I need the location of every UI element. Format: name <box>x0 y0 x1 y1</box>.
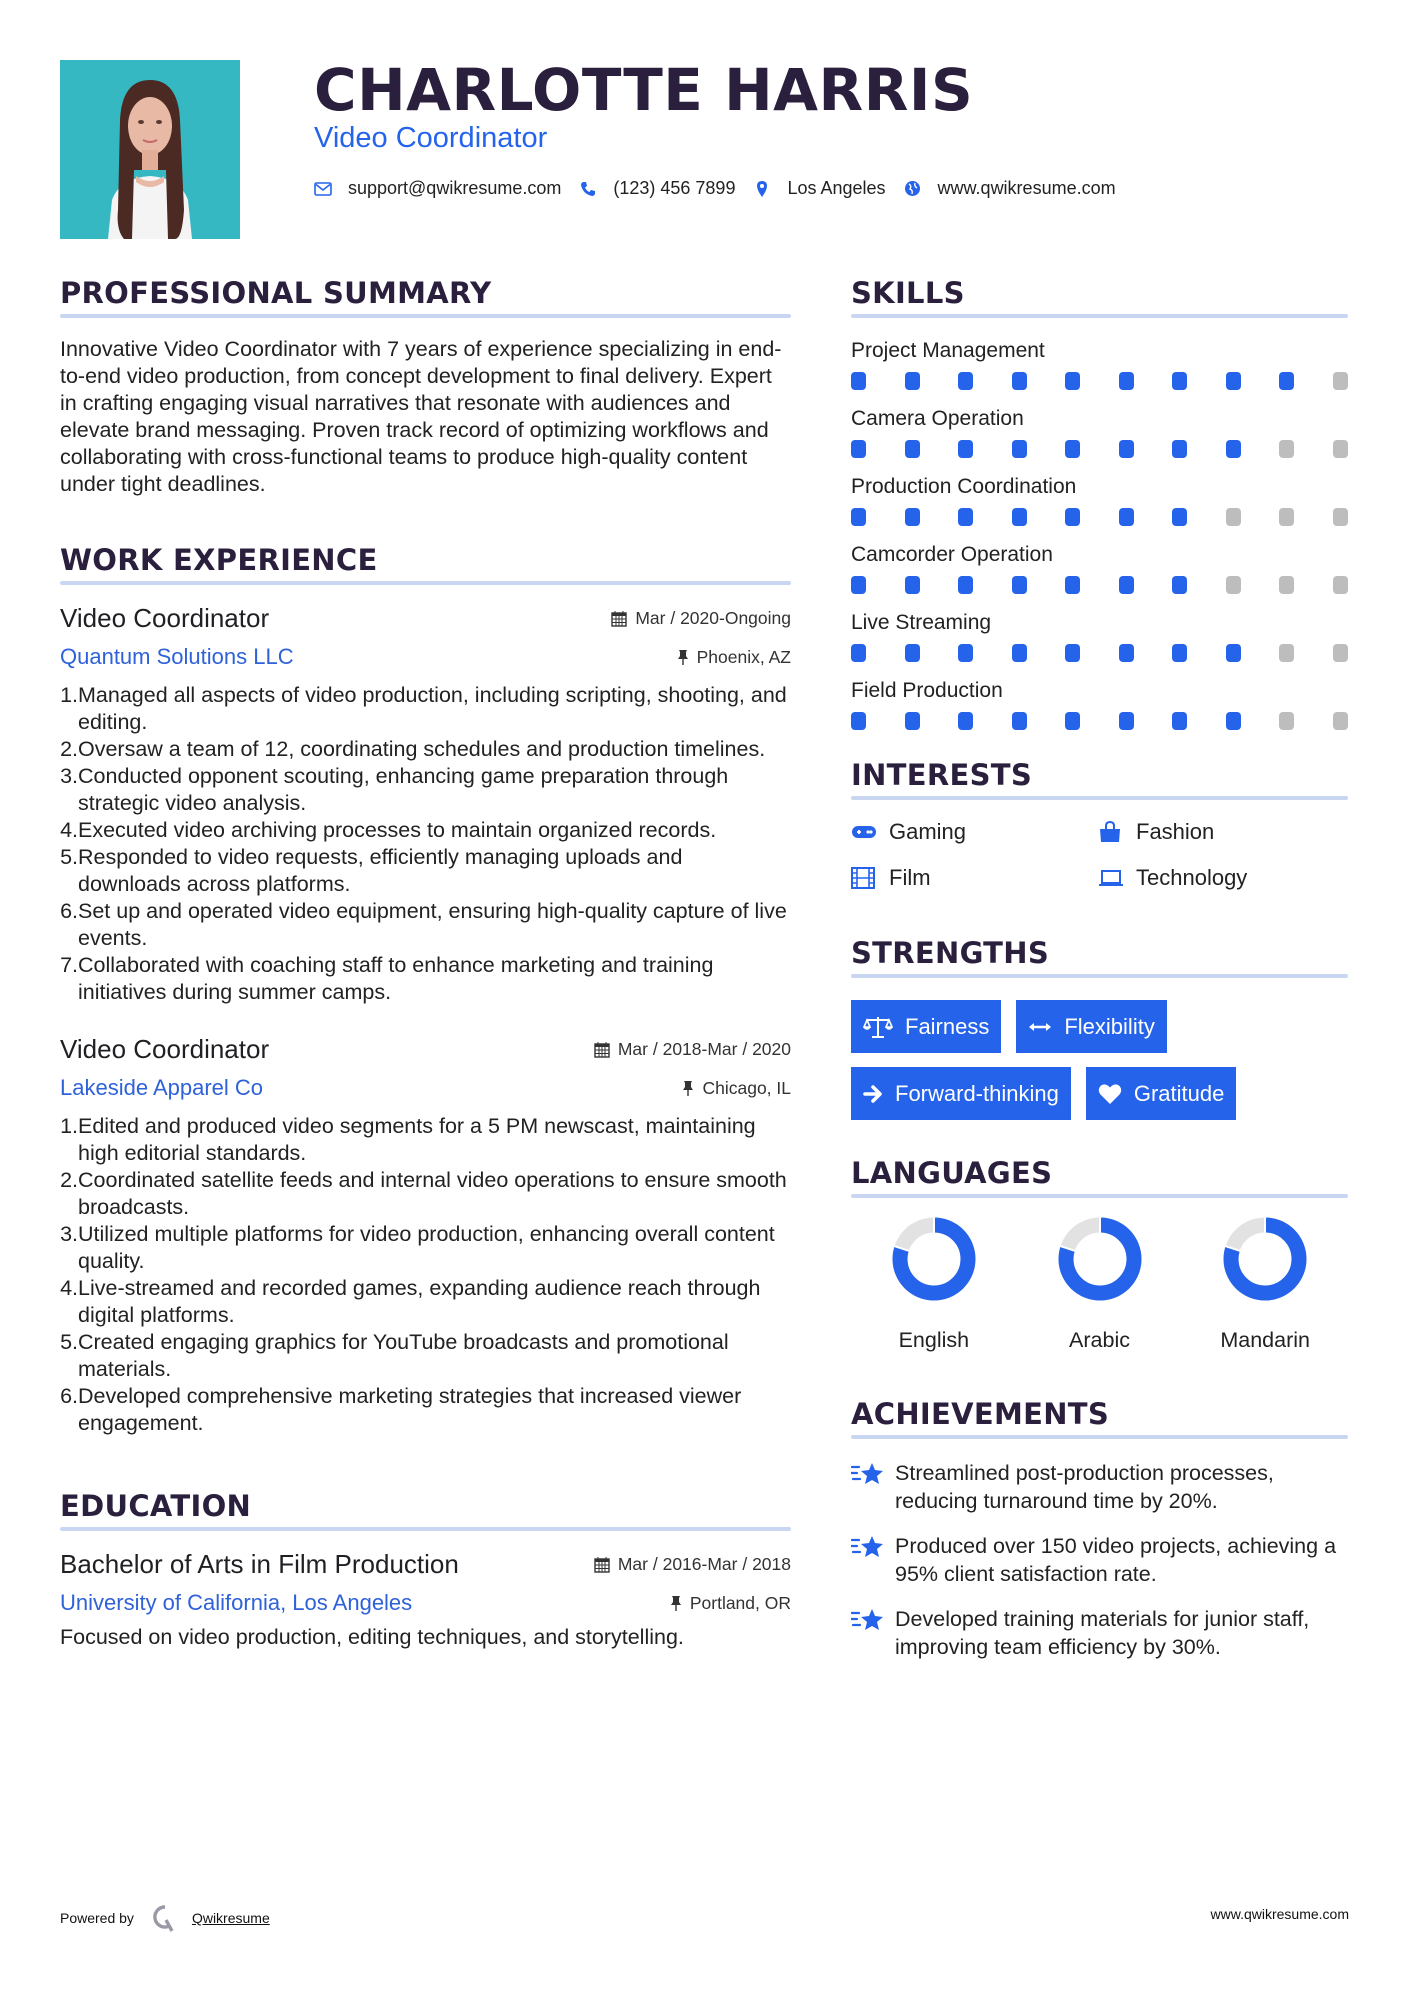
rating-dot-filled <box>1119 440 1134 458</box>
list-item: 4. Live-streamed and recorded games, expanding audience reach through digital platforms. <box>60 1276 761 1327</box>
interest-gaming: Gaming <box>851 818 1098 846</box>
skill-rating <box>851 440 1348 458</box>
experience-section <box>60 537 791 1437</box>
shopping-bag-icon <box>1098 821 1126 843</box>
contact-location-text: Los Angeles <box>787 178 886 198</box>
section-divider <box>851 1194 1348 1198</box>
envelope-icon <box>314 180 332 198</box>
rating-dot-filled <box>905 508 920 526</box>
language-item <box>1017 1216 1183 1353</box>
language-donut-chart <box>1222 1216 1308 1302</box>
section-heading: PROFESSIONAL SUMMARY <box>60 276 492 310</box>
skill-item <box>851 608 1348 662</box>
language-donut-chart <box>891 1216 977 1302</box>
list-item: 6. Developed comprehensive marketing strategies that increased viewer engagement. <box>60 1384 742 1435</box>
company-name: Lakeside Apparel Co <box>60 1075 264 1100</box>
rating-dot-filled <box>1279 372 1294 390</box>
job-date: Mar / 2020-Ongoing <box>611 608 791 629</box>
education-section <box>60 1483 791 1651</box>
rating-dot-empty <box>1279 712 1294 730</box>
section-divider <box>851 974 1348 978</box>
arrows-horizontal-icon <box>1028 1021 1052 1033</box>
footer-url[interactable]: www.qwikresume.com <box>1210 1906 1349 1922</box>
list-item: 2. Coordinated satellite feeds and internal video operations to ensure smooth broadcasts. <box>60 1168 787 1219</box>
rating-dot-filled <box>851 440 866 458</box>
pushpin-icon <box>670 1595 682 1612</box>
right-column <box>851 270 1348 1678</box>
rating-dot-empty <box>1279 440 1294 458</box>
job-bullets <box>60 682 791 1006</box>
language-donut-chart <box>1057 1216 1143 1302</box>
rating-dot-empty <box>1279 508 1294 526</box>
section-divider <box>851 314 1348 318</box>
candidate-title: Video Coordinator <box>314 122 548 154</box>
job-title: Video Coordinator <box>60 603 270 633</box>
achievement-item: Developed training materials for junior staff, improving team efficiency by 30%. <box>851 1605 1348 1661</box>
rating-dot-filled <box>1226 440 1241 458</box>
rating-dot-filled <box>1012 508 1027 526</box>
list-item: 2. Oversaw a team of 12, coordinating schedules and production timelines. <box>60 737 766 761</box>
education-date: Mar / 2016-Mar / 2018 <box>594 1554 791 1575</box>
rating-dot-filled <box>1119 712 1134 730</box>
section-heading: INTERESTS <box>851 758 1033 792</box>
rating-dot-filled <box>1226 712 1241 730</box>
contact-location <box>753 178 885 199</box>
rating-dot-filled <box>851 644 866 662</box>
rating-dot-empty <box>1333 508 1348 526</box>
contact-bar <box>314 178 1134 199</box>
rating-dot-filled <box>1065 712 1080 730</box>
rating-dot-filled <box>851 508 866 526</box>
pushpin-icon <box>682 1080 694 1097</box>
school-name: University of California, Los Angeles <box>60 1590 413 1615</box>
company-name: Quantum Solutions LLC <box>60 644 294 669</box>
education-location: Portland, OR <box>670 1593 791 1614</box>
language-item <box>1182 1216 1348 1353</box>
rating-dot-filled <box>1226 372 1241 390</box>
list-item: 1. Managed all aspects of video production, including scripting, shooting, and editing. <box>60 683 787 734</box>
rating-dot-empty <box>1279 644 1294 662</box>
section-heading: ACHIEVEMENTS <box>851 1397 1110 1431</box>
strength-chip-flexibility: Flexibility <box>1016 1000 1166 1053</box>
phone-icon <box>579 180 597 198</box>
skill-rating <box>851 508 1348 526</box>
skill-item <box>851 472 1348 526</box>
rating-dot-empty <box>1333 372 1348 390</box>
heart-icon <box>1098 1083 1122 1105</box>
shooting-star-icon <box>851 1459 895 1515</box>
rating-dot-filled <box>1065 372 1080 390</box>
skill-item <box>851 676 1348 730</box>
rating-dot-filled <box>1172 644 1187 662</box>
interests-section <box>851 752 1348 892</box>
summary-section <box>60 270 791 498</box>
gamepad-icon <box>851 824 879 840</box>
skill-name: Camcorder Operation <box>851 543 1053 566</box>
rating-dot-filled <box>851 372 866 390</box>
rating-dot-filled <box>1065 576 1080 594</box>
rating-dot-filled <box>958 576 973 594</box>
section-heading: EDUCATION <box>60 1489 252 1523</box>
strength-chip-forward-thinking: Forward-thinking <box>851 1067 1071 1120</box>
rating-dot-empty <box>1226 576 1241 594</box>
contact-phone-text: (123) 456 7899 <box>613 178 736 198</box>
rating-dot-empty <box>1279 576 1294 594</box>
rating-dot-filled <box>1172 440 1187 458</box>
footer-powered-by: Powered by Qwikresume <box>60 1904 270 1932</box>
rating-dot-filled <box>958 372 973 390</box>
contact-website-text: www.qwikresume.com <box>937 178 1116 198</box>
languages-section <box>851 1150 1348 1353</box>
achievement-item: Streamlined post-production processes, reducing turnaround time by 20%. <box>851 1459 1348 1515</box>
calendar-icon <box>611 610 627 627</box>
left-column <box>60 270 791 1651</box>
skill-item <box>851 404 1348 458</box>
rating-dot-filled <box>851 712 866 730</box>
rating-dot-filled <box>1012 712 1027 730</box>
section-divider <box>60 314 791 318</box>
list-item: 7. Collaborated with coaching staff to enhance marketing and training initiatives during summer camps. <box>60 953 714 1004</box>
balance-scale-icon <box>863 1015 893 1039</box>
skills-section <box>851 270 1348 730</box>
candidate-name: CHARLOTTE HARRIS <box>314 56 974 124</box>
rating-dot-filled <box>1012 372 1027 390</box>
rating-dot-filled <box>905 712 920 730</box>
language-name: Mandarin <box>1220 1328 1310 1352</box>
job-entry <box>60 1034 791 1437</box>
rating-dot-filled <box>1119 576 1134 594</box>
list-item: 1. Edited and produced video segments for a 5 PM newscast, maintaining high editorial standards. <box>60 1114 756 1165</box>
shooting-star-icon <box>851 1605 895 1661</box>
skill-rating <box>851 576 1348 594</box>
education-description: Focused on video production, editing techniques, and storytelling. <box>60 1625 684 1649</box>
rating-dot-filled <box>958 440 973 458</box>
rating-dot-filled <box>1012 440 1027 458</box>
job-date: Mar / 2018-Mar / 2020 <box>594 1039 791 1060</box>
list-item: 6. Set up and operated video equipment, ensuring high-quality capture of live events. <box>60 899 787 950</box>
degree-title: Bachelor of Arts in Film Production <box>60 1549 459 1579</box>
profile-photo <box>60 60 240 239</box>
section-heading: WORK EXPERIENCE <box>60 543 378 577</box>
contact-email[interactable] <box>314 178 561 199</box>
job-title: Video Coordinator <box>60 1034 270 1064</box>
section-heading: STRENGTHS <box>851 936 1050 970</box>
section-divider <box>60 1527 791 1531</box>
skill-name: Production Coordination <box>851 475 1077 498</box>
rating-dot-filled <box>958 712 973 730</box>
qwikresume-logo-icon <box>152 1904 178 1932</box>
rating-dot-filled <box>1226 644 1241 662</box>
laptop-icon <box>1098 869 1126 887</box>
rating-dot-filled <box>1065 644 1080 662</box>
contact-website[interactable] <box>904 178 1116 199</box>
rating-dot-filled <box>905 576 920 594</box>
map-marker-icon <box>753 180 771 198</box>
rating-dot-empty <box>1333 712 1348 730</box>
job-bullets <box>60 1113 791 1437</box>
summary-text: Innovative Video Coordinator with 7 years of experience specializing in end-to-end video production, from concept development to final delivery. Expert in crafting engaging visual narratives that resonate with audiences and elevate brand messaging. Proven track record of optimizing workflows and collaborating with cross-functional teams to produce high-quality content under tight deadlines. <box>60 337 782 496</box>
rating-dot-filled <box>905 440 920 458</box>
calendar-icon <box>594 1041 610 1058</box>
job-location: Phoenix, AZ <box>677 647 791 668</box>
section-divider <box>851 796 1348 800</box>
list-item: 4. Executed video archiving processes to maintain organized records. <box>60 818 717 842</box>
rating-dot-filled <box>1172 712 1187 730</box>
rating-dot-filled <box>1119 372 1134 390</box>
rating-dot-empty <box>1226 508 1241 526</box>
shooting-star-icon <box>851 1532 895 1588</box>
skill-name: Project Management <box>851 339 1045 362</box>
language-name: Arabic <box>1069 1328 1130 1352</box>
rating-dot-empty <box>1333 644 1348 662</box>
skill-item <box>851 336 1348 390</box>
list-item: 5. Responded to video requests, efficiently managing uploads and downloads across platforms. <box>60 845 683 896</box>
language-item <box>851 1216 1017 1353</box>
rating-dot-filled <box>1172 576 1187 594</box>
rating-dot-filled <box>905 372 920 390</box>
strengths-section <box>851 930 1348 1120</box>
list-item: 3. Utilized multiple platforms for video production, enhancing overall content quality. <box>60 1222 775 1273</box>
globe-icon <box>904 180 922 198</box>
skill-item <box>851 540 1348 594</box>
pushpin-icon <box>677 649 689 666</box>
rating-dot-filled <box>851 576 866 594</box>
arrow-right-icon <box>863 1084 883 1104</box>
strength-chip-gratitude: Gratitude <box>1086 1067 1237 1120</box>
job-entry <box>60 603 791 1006</box>
contact-phone[interactable] <box>579 178 735 199</box>
rating-dot-empty <box>1333 440 1348 458</box>
list-item: 5. Created engaging graphics for YouTube broadcasts and promotional materials. <box>60 1330 729 1381</box>
section-heading: SKILLS <box>851 276 965 310</box>
strength-chip-fairness: Fairness <box>851 1000 1001 1053</box>
rating-dot-empty <box>1333 576 1348 594</box>
interest-technology: Technology <box>1098 864 1348 892</box>
skill-name: Field Production <box>851 679 1003 702</box>
rating-dot-filled <box>1172 508 1187 526</box>
rating-dot-filled <box>958 644 973 662</box>
skill-rating <box>851 712 1348 730</box>
film-icon <box>851 867 879 889</box>
skill-name: Live Streaming <box>851 611 992 634</box>
job-location: Chicago, IL <box>682 1078 791 1099</box>
interest-fashion: Fashion <box>1098 818 1348 846</box>
rating-dot-filled <box>958 508 973 526</box>
interest-film: Film <box>851 864 1098 892</box>
section-divider <box>60 581 791 585</box>
rating-dot-filled <box>1012 576 1027 594</box>
achievements-section <box>851 1391 1348 1661</box>
skill-rating <box>851 644 1348 662</box>
achievement-item: Produced over 150 video projects, achieving a 95% client satisfaction rate. <box>851 1532 1348 1588</box>
rating-dot-filled <box>905 644 920 662</box>
rating-dot-filled <box>1065 440 1080 458</box>
qwikresume-link[interactable]: Qwikresume <box>191 1910 270 1926</box>
rating-dot-filled <box>1012 644 1027 662</box>
rating-dot-filled <box>1065 508 1080 526</box>
contact-email-text: support@qwikresume.com <box>348 178 562 198</box>
rating-dot-filled <box>1119 644 1134 662</box>
section-divider <box>851 1435 1348 1439</box>
language-name: English <box>898 1328 970 1352</box>
list-item: 3. Conducted opponent scouting, enhancing game preparation through strategic video analysis. <box>60 764 729 815</box>
section-heading: LANGUAGES <box>851 1156 1053 1190</box>
calendar-icon <box>594 1556 610 1573</box>
skill-name: Camera Operation <box>851 407 1024 430</box>
skill-rating <box>851 372 1348 390</box>
rating-dot-filled <box>1172 372 1187 390</box>
rating-dot-filled <box>1119 508 1134 526</box>
